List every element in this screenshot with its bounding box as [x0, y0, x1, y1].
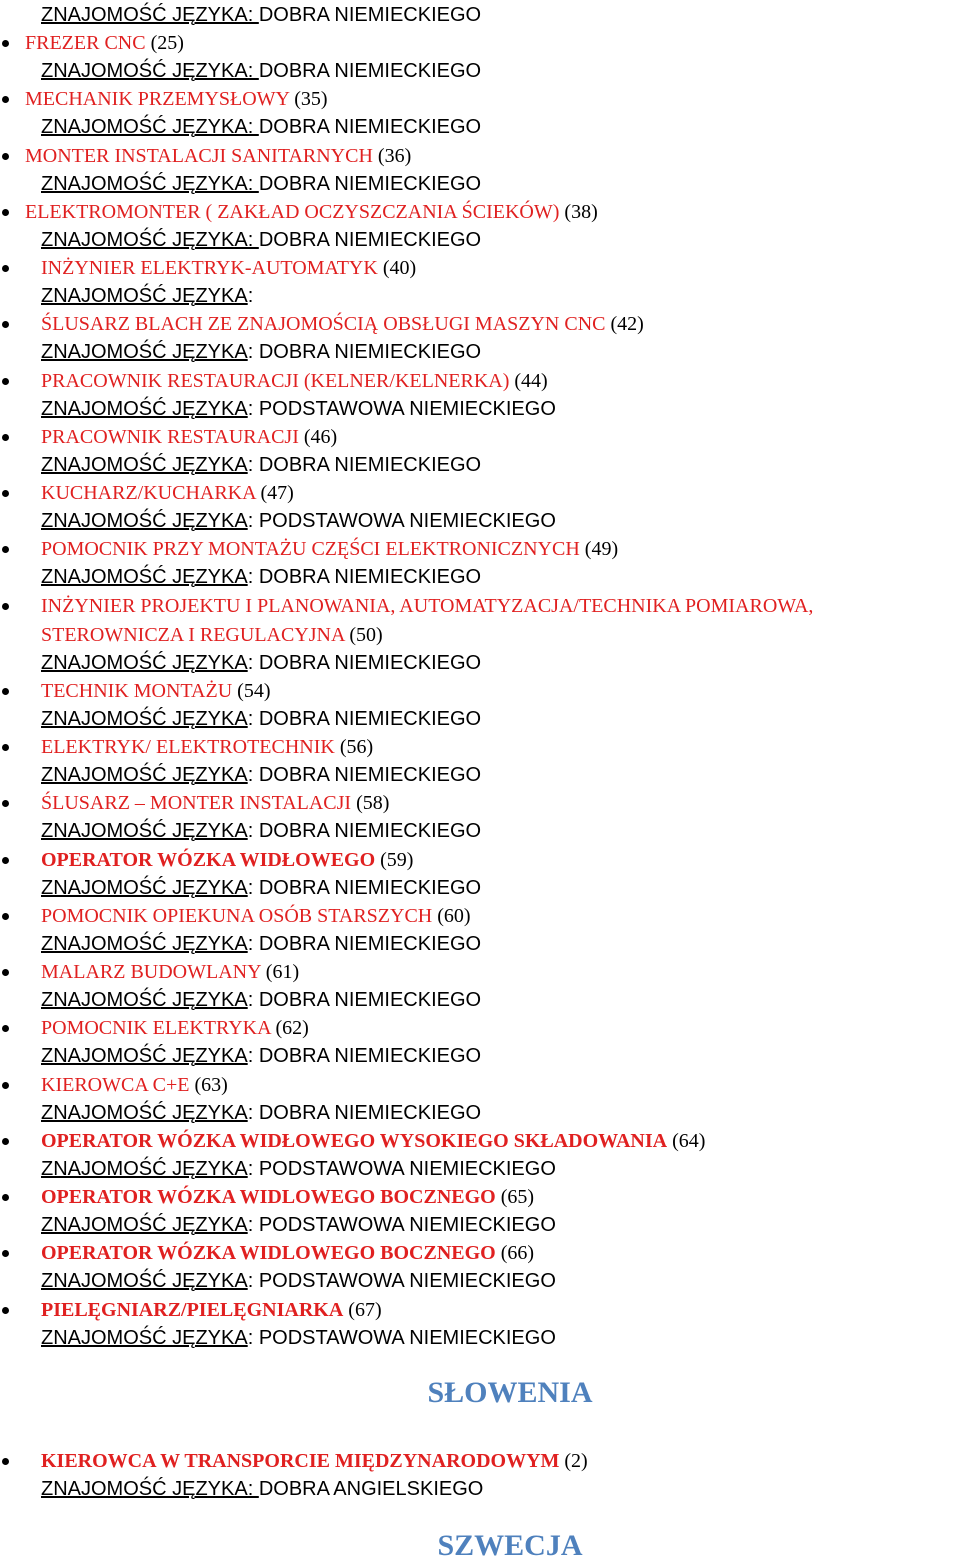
job-code: (63) [189, 1073, 228, 1096]
language-label: ZNAJOMOŚĆ JĘZYKA [41, 1045, 248, 1068]
bullet-icon [2, 209, 9, 216]
job-code: (44) [509, 369, 548, 392]
language-label: ZNAJOMOŚĆ JĘZYKA [41, 820, 248, 843]
bullet-icon [2, 96, 9, 103]
job-title-line [41, 1185, 534, 1209]
language-requirement [41, 651, 481, 675]
job-title-line [41, 256, 416, 280]
language-level: : PODSTAWOWA NIEMIECKIEGO [247, 397, 556, 420]
job-title: ŚLUSARZ – MONTER INSTALACJI [41, 792, 352, 815]
language-label: ZNAJOMOŚĆ JĘZYKA [41, 510, 248, 532]
job-title-line [41, 1241, 534, 1265]
job-title: MONTER INSTALACJI SANITARNYCH [25, 144, 373, 167]
language-label: ZNAJOMOŚĆ JĘZYKA [41, 1101, 248, 1124]
job-title-line [41, 1298, 382, 1322]
bullet-icon [2, 1138, 9, 1145]
language-requirement [41, 565, 481, 589]
job-title-line [41, 1073, 228, 1097]
job-title: POMOCNIK PRZY MONTAŻU CZĘŚCI ELEKTRONICZNYCH [41, 538, 580, 561]
language-level: DOBRA NIEMIECKIEGO [258, 172, 482, 195]
job-title-line [41, 623, 383, 647]
job-title: KIEROWCA W TRANSPORCIE MIĘDZYNARODOWYM [41, 1450, 560, 1472]
bullet-icon [2, 1250, 9, 1257]
job-title-line [41, 904, 471, 928]
language-level: : DOBRA NIEMIECKIEGO [247, 876, 482, 899]
bullet-icon [2, 688, 9, 695]
language-requirement [41, 1477, 483, 1501]
language-label: ZNAJOMOŚĆ JĘZYKA [41, 876, 248, 899]
language-requirement [41, 228, 481, 252]
job-title: KUCHARZ/KUCHARKA [41, 482, 256, 504]
bullet-icon [2, 40, 9, 47]
job-title-line [41, 679, 270, 703]
language-level: : PODSTAWOWA NIEMIECKIEGO [247, 1157, 556, 1180]
job-title-line [25, 200, 598, 224]
job-code: (59) [375, 848, 414, 871]
bullet-icon [2, 744, 9, 751]
job-title: POMOCNIK OPIEKUNA OSÓB STARSZYCH [41, 904, 433, 927]
language-label: ZNAJOMOŚĆ JĘZYKA: [41, 172, 259, 195]
job-title: POMOCNIK ELEKTRYKA [41, 1017, 271, 1040]
language-requirement [41, 1269, 556, 1293]
job-code: (36) [372, 144, 412, 167]
job-title: PRACOWNIK RESTAURACJI (KELNER/KELNERKA) [41, 369, 510, 392]
language-level: DOBRA NIEMIECKIEGO [258, 116, 482, 139]
job-code: (56) [334, 736, 374, 758]
language-label: ZNAJOMOŚĆ JĘZYKA: [41, 116, 259, 139]
job-code: (60) [432, 904, 471, 927]
bullet-icon [2, 800, 9, 807]
language-requirement [41, 1044, 481, 1068]
bullet-icon [2, 1082, 9, 1089]
bullet-icon [2, 1194, 9, 1201]
bullet-icon [2, 546, 9, 553]
language-requirement [41, 340, 481, 364]
language-level: : DOBRA NIEMIECKIEGO [247, 566, 482, 589]
language-label: ZNAJOMOŚĆ JĘZYKA [41, 1157, 248, 1180]
language-label: ZNAJOMOŚĆ JĘZYKA [41, 1326, 248, 1349]
job-title: OPERATOR WÓZKA WIDLOWEGO BOCZNEGO [41, 1186, 496, 1208]
job-code: (66) [495, 1242, 535, 1265]
bullet-icon [2, 378, 9, 385]
language-level: : DOBRA NIEMIECKIEGO [247, 820, 482, 843]
job-title: TECHNIK MONTAŻU [41, 679, 233, 702]
job-code: (35) [289, 88, 328, 111]
job-title: PRACOWNIK RESTAURACJI [41, 425, 304, 448]
job-code: (46) [303, 425, 338, 448]
language-label: ZNAJOMOŚĆ JĘZYKA [41, 566, 248, 589]
bullet-icon [2, 1307, 9, 1314]
language-label: ZNAJOMOŚĆ JĘZYKA [41, 397, 248, 420]
job-code: (25) [145, 32, 184, 54]
language-requirement [41, 284, 253, 308]
bullet-icon [2, 321, 9, 328]
job-title: STEROWNICZA I REGULACYJNA [41, 623, 345, 646]
language-level: : PODSTAWOWA NIEMIECKIEGO [247, 1326, 556, 1349]
job-title-line [41, 735, 373, 759]
bullet-icon [2, 913, 9, 920]
job-code: (2) [559, 1450, 588, 1472]
language-requirement [41, 707, 481, 731]
job-title: OPERATOR WÓZKA WIDLOWEGO BOCZNEGO [41, 1242, 496, 1265]
country-heading-slovenia: SŁOWENIA [427, 1376, 593, 1409]
job-title-line [41, 1449, 588, 1473]
language-level: : DOBRA NIEMIECKIEGO [247, 989, 482, 1011]
job-title-line [41, 960, 299, 984]
language-level: : PODSTAWOWA NIEMIECKIEGO [247, 1270, 556, 1293]
language-requirement [41, 876, 481, 900]
language-requirement [41, 1101, 481, 1125]
job-code: (42) [605, 313, 644, 336]
job-title: ELEKTROMONTER ( ZAKŁAD OCZYSZCZANIA ŚCIEKÓW) [25, 200, 560, 223]
bullet-icon [2, 265, 9, 272]
language-label: ZNAJOMOŚĆ JĘZYKA [41, 1270, 248, 1293]
job-code: (49) [579, 538, 619, 561]
bullet-icon [2, 434, 9, 441]
language-level: DOBRA NIEMIECKIEGO [258, 4, 482, 26]
language-requirement [41, 172, 481, 196]
language-level: : DOBRA NIEMIECKIEGO [247, 1101, 482, 1124]
job-title-line [41, 791, 389, 815]
language-label: ZNAJOMOŚĆ JĘZYKA: [41, 60, 259, 82]
language-requirement [41, 115, 481, 139]
language-label: ZNAJOMOŚĆ JĘZYKA [41, 707, 248, 730]
job-code: (54) [232, 679, 271, 702]
job-code: (62) [270, 1017, 309, 1040]
bullet-icon [2, 490, 9, 497]
job-title-line [41, 1129, 705, 1153]
language-label: ZNAJOMOŚĆ JĘZYKA [41, 932, 248, 955]
language-level: : DOBRA NIEMIECKIEGO [247, 932, 482, 955]
language-requirement [41, 397, 556, 421]
language-level: DOBRA NIEMIECKIEGO [258, 228, 482, 251]
job-title-line [41, 1016, 309, 1040]
language-level: : DOBRA NIEMIECKIEGO [247, 707, 482, 730]
language-requirement [41, 509, 556, 533]
language-level: DOBRA ANGIELSKIEGO [258, 1478, 484, 1500]
language-level: : DOBRA NIEMIECKIEGO [247, 651, 482, 674]
language-label: ZNAJOMOŚĆ JĘZYKA: [41, 1478, 259, 1500]
language-label: ZNAJOMOŚĆ JĘZYKA [41, 651, 248, 674]
language-requirement [41, 988, 481, 1012]
job-code: (50) [344, 623, 383, 646]
bullet-icon [2, 1025, 9, 1032]
job-title-line [41, 369, 548, 393]
job-title: INŻYNIER ELEKTRYK-AUTOMATYK [41, 257, 378, 279]
job-title: ŚLUSARZ BLACH ZE ZNAJOMOŚCIĄ OBSŁUGI MASZYN CNC [41, 313, 606, 336]
job-code: (61) [260, 961, 300, 983]
job-code: (65) [495, 1186, 535, 1208]
job-code: (38) [559, 200, 598, 223]
job-title: PIELĘGNIARZ/PIELĘGNIARKA [41, 1298, 344, 1321]
language-label: ZNAJOMOŚĆ JĘZYKA [41, 989, 248, 1011]
job-code: (40) [377, 257, 417, 279]
job-title-line [25, 144, 411, 168]
language-label: ZNAJOMOŚĆ JĘZYKA [41, 1214, 248, 1236]
language-requirement [41, 453, 481, 477]
job-title: KIEROWCA C+E [41, 1073, 190, 1096]
bullet-icon [2, 603, 9, 610]
language-requirement [41, 763, 481, 787]
job-code: (67) [343, 1298, 382, 1321]
language-requirement [41, 59, 481, 83]
job-title: FREZER CNC [25, 32, 146, 54]
language-requirement [41, 3, 481, 27]
language-label: ZNAJOMOŚĆ JĘZYKA [41, 341, 248, 364]
job-title: MALARZ BUDOWLANY [41, 961, 261, 983]
bullet-icon [2, 1458, 9, 1465]
language-label: ZNAJOMOŚĆ JĘZYKA: [41, 228, 259, 251]
job-title: OPERATOR WÓZKA WIDŁOWEGO [41, 848, 376, 871]
language-requirement [41, 1157, 556, 1181]
bullet-icon [2, 969, 9, 976]
job-code: (47) [255, 482, 294, 504]
language-requirement [41, 819, 481, 843]
job-title: INŻYNIER PROJEKTU I PLANOWANIA, AUTOMATYZACJA/TECHNIKA POMIAROWA, [41, 594, 814, 617]
language-level: : PODSTAWOWA NIEMIECKIEGO [247, 510, 556, 532]
job-title-line [41, 537, 618, 561]
job-title: ELEKTRYK/ ELEKTROTECHNIK [41, 736, 335, 758]
job-code: (58) [351, 792, 390, 815]
job-title-line [41, 312, 644, 336]
language-label: ZNAJOMOŚĆ JĘZYKA [41, 285, 248, 307]
language-level: : [247, 285, 254, 307]
job-title-line [41, 594, 813, 618]
bullet-icon [2, 857, 9, 864]
job-title-line [41, 848, 413, 872]
country-heading-sweden: SZWECJA [437, 1529, 583, 1562]
job-title-line [25, 31, 184, 55]
language-level: : DOBRA NIEMIECKIEGO [247, 341, 482, 364]
language-label: ZNAJOMOŚĆ JĘZYKA [41, 453, 248, 476]
language-requirement [41, 1326, 556, 1350]
language-requirement [41, 1213, 556, 1237]
language-level: DOBRA NIEMIECKIEGO [258, 60, 482, 82]
language-requirement [41, 932, 481, 956]
bullet-icon [2, 153, 9, 160]
job-title-line [41, 481, 294, 505]
job-title: OPERATOR WÓZKA WIDŁOWEGO WYSOKIEGO SKŁADOWANIA [41, 1129, 668, 1152]
job-title-line [41, 425, 337, 449]
language-label: ZNAJOMOŚĆ JĘZYKA: [41, 4, 259, 26]
language-level: : PODSTAWOWA NIEMIECKIEGO [247, 1214, 556, 1236]
job-code: (64) [667, 1129, 706, 1152]
job-title-line [25, 87, 328, 111]
job-title: MECHANIK PRZEMYSŁOWY [25, 88, 290, 111]
language-level: : DOBRA NIEMIECKIEGO [247, 453, 482, 476]
language-level: : DOBRA NIEMIECKIEGO [247, 1045, 482, 1068]
language-level: : DOBRA NIEMIECKIEGO [247, 764, 482, 786]
language-label: ZNAJOMOŚĆ JĘZYKA [41, 764, 248, 786]
